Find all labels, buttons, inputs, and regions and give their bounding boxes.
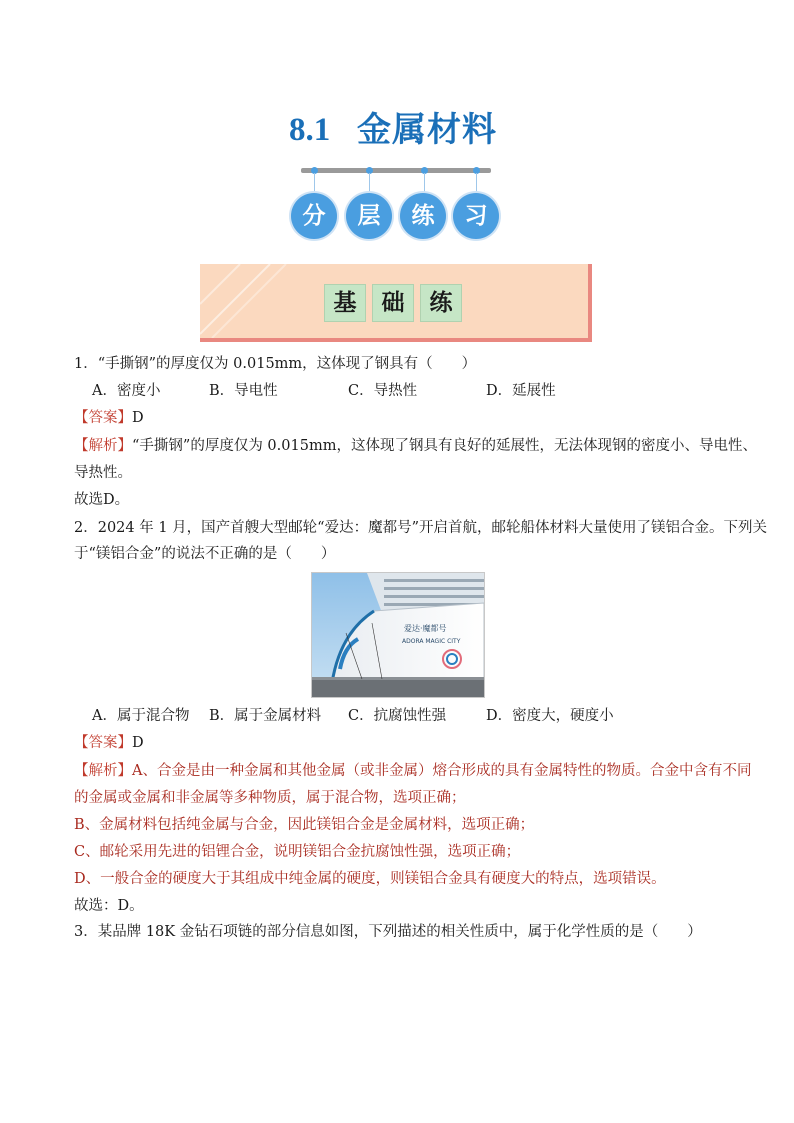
rail-stem <box>369 173 370 195</box>
q1-answer <box>74 408 144 428</box>
q1-option-c: C．导热性 <box>348 383 418 399</box>
layer-circle-2: 层 <box>346 193 392 239</box>
q1-analysis-line2: 导热性。 <box>74 465 132 481</box>
layer-circle-4: 习 <box>453 193 499 239</box>
rail-stem <box>424 173 425 195</box>
q2-option-b: B．属于金属材料 <box>209 708 322 724</box>
section-number: 8.1 <box>289 112 331 148</box>
layer-circle-1: 分 <box>291 193 337 239</box>
q2-conclusion: 故选：D。 <box>74 898 144 914</box>
q2-analysis-line1 <box>74 761 751 781</box>
q1-option-a: A．密度小 <box>92 383 161 399</box>
cruise-ship-illustration <box>312 573 484 697</box>
analysis-tag: 【解析】 <box>74 438 132 454</box>
q3-stem: 3．某品牌 18K 金钻石项链的部分信息如图，下列描述的相关性质中，属于化学性质的是（ ） <box>74 924 702 940</box>
answer-value: D <box>132 410 144 426</box>
q2-option-d: D．密度大，硬度小 <box>486 708 614 724</box>
banner-label-3: 练 <box>420 284 462 322</box>
decorative-rail <box>301 168 491 173</box>
rail-stem <box>476 173 477 195</box>
q2-analysis-line2: 的金属或金属和非金属等多种物质，属于混合物，选项正确； <box>74 790 466 806</box>
answer-tag: 【答案】 <box>74 410 132 426</box>
section-title: 金属材料 <box>357 110 497 150</box>
q2-option-a: A．属于混合物 <box>92 708 190 724</box>
analysis-tag: 【解析】 <box>74 763 132 779</box>
q1-analysis-line1 <box>74 436 757 456</box>
banner-label-1: 基 <box>324 284 366 322</box>
cruise-ship-photo <box>311 572 485 698</box>
rail-stem <box>314 173 315 195</box>
section-title-block <box>0 100 794 160</box>
ship-name-cn: 爱达·魔都号 <box>404 624 447 633</box>
banner-decoration <box>200 264 320 338</box>
analysis-text: A、合金是由一种金属和其他金属（或非金属）熔合形成的具有金属特性的物质。合金中含有不同 <box>132 763 752 779</box>
q1-conclusion: 故选D。 <box>74 492 130 508</box>
q2-option-c: C．抗腐蚀性强 <box>348 708 447 724</box>
ship-name-en: ADORA MAGIC CITY <box>402 638 461 645</box>
q2-analysis-line5: D、一般合金的硬度大于其组成中纯金属的硬度，则镁铝合金具有硬度大的特点，选项错误。 <box>74 871 666 887</box>
q1-option-b: B．导电性 <box>209 383 278 399</box>
analysis-text: “手撕钢”的厚度仅为 0.015mm，这体现了钢具有良好的延展性，无法体现钢的密度小、导电性、 <box>132 438 757 454</box>
q2-stem-line2: 于“镁铝合金”的说法不正确的是（ ） <box>74 546 336 562</box>
q2-stem-line1: 2．2024 年 1 月，国产首艘大型邮轮“爱达：魔都号”开启首航，邮轮船体材料大量使用了镁铝合金。下列关 <box>74 520 768 536</box>
answer-value: D <box>132 735 144 751</box>
q1-stem: 1．“手撕钢”的厚度仅为 0.015mm，这体现了钢具有（ ） <box>74 356 477 372</box>
q2-answer <box>74 733 144 753</box>
answer-tag: 【答案】 <box>74 735 132 751</box>
q2-analysis-line4: C、邮轮采用先进的铝锂合金，说明镁铝合金抗腐蚀性强，选项正确； <box>74 844 521 860</box>
banner-label-2: 础 <box>372 284 414 322</box>
q2-analysis-line3: B、金属材料包括纯金属与合金，因此镁铝合金是金属材料，选项正确； <box>74 817 535 833</box>
layer-circle-3: 练 <box>400 193 446 239</box>
q1-option-d: D．延展性 <box>486 383 556 399</box>
